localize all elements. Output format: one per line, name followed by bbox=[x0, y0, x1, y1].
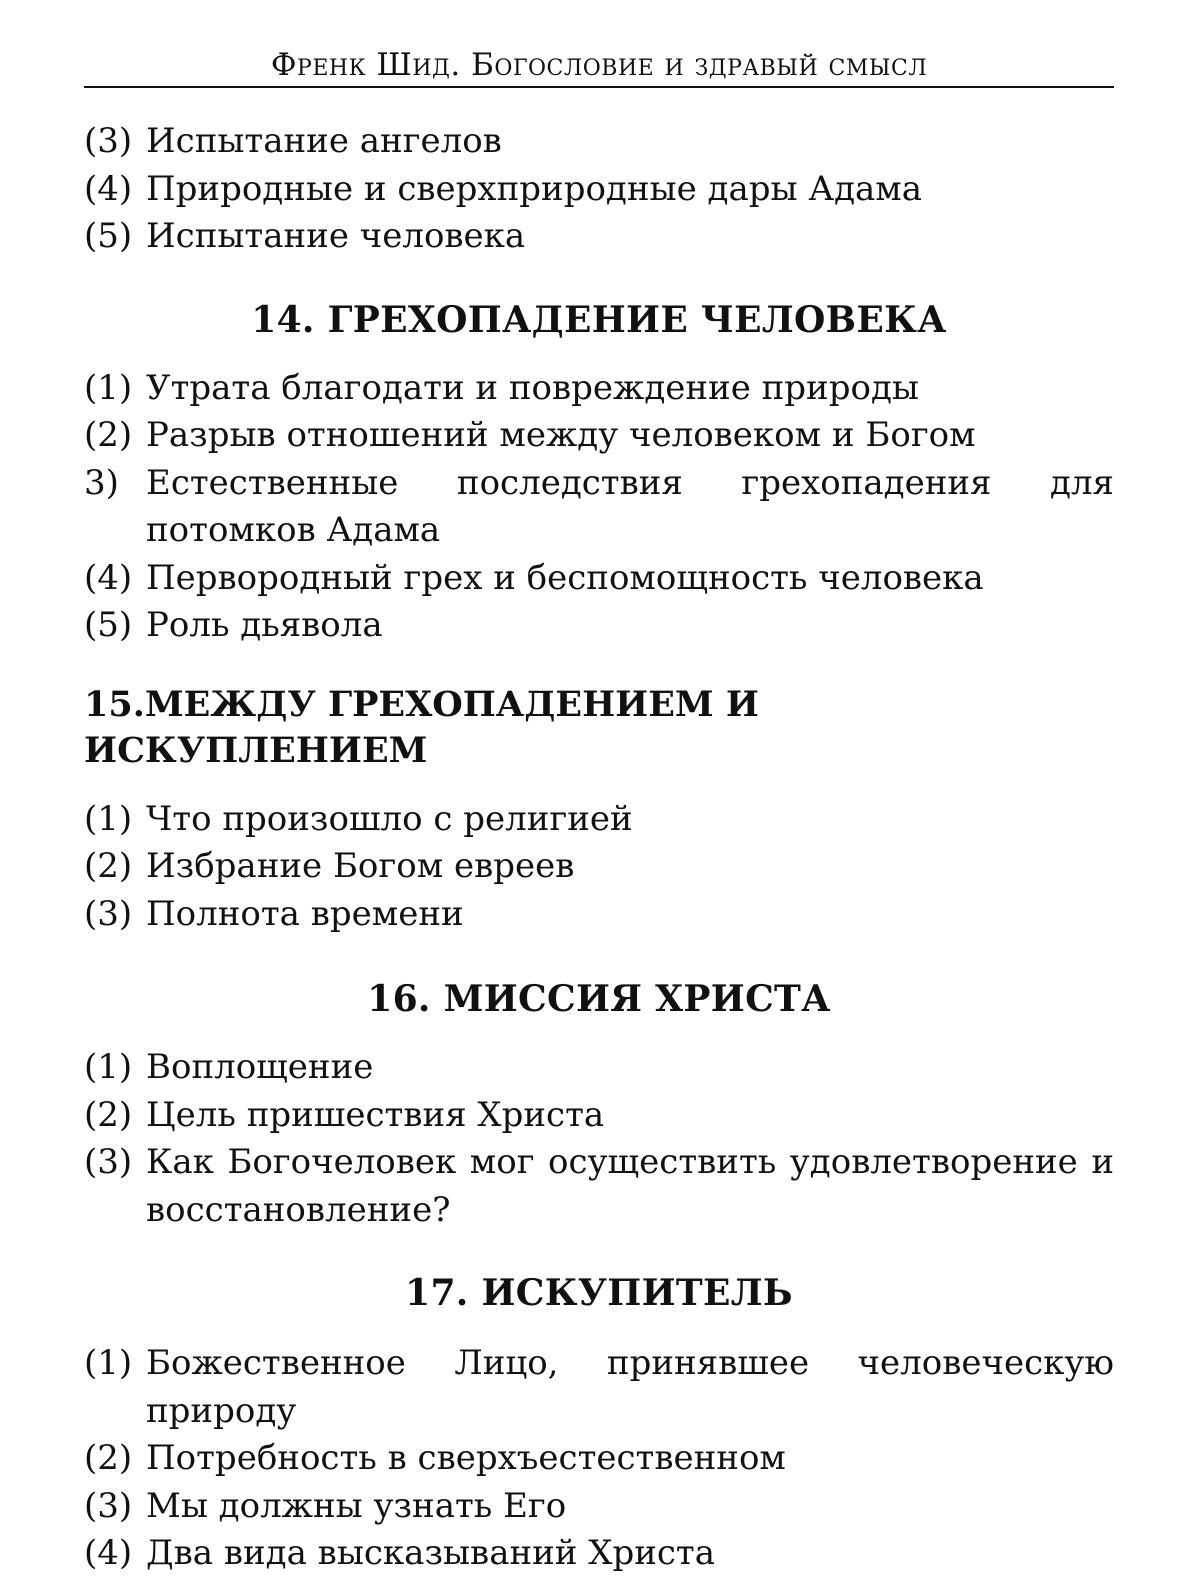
item-text: Воплощение bbox=[146, 1047, 374, 1087]
item-number: (1) bbox=[84, 798, 133, 839]
list-item bbox=[84, 602, 1114, 650]
item-text: Разрыв отношений между человеком и Богом bbox=[146, 415, 976, 455]
item-text: Что произошло с религией bbox=[146, 798, 633, 839]
section-heading: 15.МЕЖДУ ГРЕХОПАДЕНИЕМ И ИСКУПЛЕНИЕМ bbox=[84, 683, 759, 771]
list-item bbox=[84, 796, 1114, 844]
section-16 bbox=[84, 976, 1114, 1234]
item-text: Испытание человека bbox=[146, 216, 526, 256]
running-head bbox=[84, 0, 1114, 88]
list-item bbox=[84, 166, 1114, 214]
item-number: (3) bbox=[84, 1142, 133, 1182]
item-number: (1) bbox=[84, 367, 133, 408]
section-heading: 14. ГРЕХОПАДЕНИЕ ЧЕЛОВЕКА bbox=[251, 298, 947, 341]
section-15 bbox=[84, 682, 1114, 939]
list-item bbox=[84, 1435, 1114, 1483]
list-item bbox=[84, 412, 1114, 460]
running-head-text: Френк Шид. Богословие и здравый смысл bbox=[270, 47, 928, 83]
item-number: (4) bbox=[84, 1533, 133, 1573]
list-item bbox=[84, 365, 1114, 413]
list-item bbox=[84, 1092, 1114, 1140]
list-item bbox=[84, 460, 1114, 555]
list-item bbox=[84, 1530, 1114, 1578]
item-text: Полнота времени bbox=[146, 893, 464, 934]
item-text: Утрата благодати и повреждение природы bbox=[146, 367, 919, 408]
item-text: Божественное Лицо, принявшее человеческую природу bbox=[146, 1343, 1114, 1431]
list-item bbox=[84, 555, 1114, 603]
list-item bbox=[84, 118, 1114, 166]
item-number: (2) bbox=[84, 415, 133, 455]
item-text: Роль дьявола bbox=[146, 605, 383, 645]
section-14 bbox=[84, 297, 1114, 650]
item-text: Первородный грех и беспомощность человека bbox=[146, 557, 984, 598]
item-text: Испытание ангелов bbox=[146, 121, 502, 161]
item-text: Два вида высказываний Христа bbox=[146, 1533, 716, 1573]
item-text: Избрание Богом евреев bbox=[146, 846, 575, 886]
list-item bbox=[84, 891, 1114, 939]
list-item bbox=[84, 213, 1114, 261]
item-number: (5) bbox=[84, 605, 133, 645]
list-item bbox=[84, 843, 1114, 891]
item-text: Как Богочеловек мог осуществить удовлетворение и восстановление? bbox=[146, 1142, 1114, 1230]
section-list bbox=[84, 1044, 1114, 1234]
item-number: (2) bbox=[84, 1438, 133, 1478]
item-text: Цель пришествия Христа bbox=[146, 1094, 605, 1135]
item-number: (5) bbox=[84, 216, 133, 256]
intro-list bbox=[84, 118, 1114, 261]
section-heading: 17. ИСКУПИТЕЛЬ bbox=[405, 1272, 793, 1314]
item-number: (1) bbox=[84, 1047, 133, 1087]
item-number: (3) bbox=[84, 893, 133, 934]
list-item bbox=[84, 1483, 1114, 1531]
item-text: Природные и сверхприродные дары Адама bbox=[146, 168, 923, 209]
item-number: (3) bbox=[84, 121, 133, 161]
list-item bbox=[84, 1044, 1114, 1092]
document-page bbox=[84, 0, 1114, 1578]
section-17 bbox=[84, 1270, 1114, 1578]
section-list bbox=[84, 1340, 1114, 1578]
item-number: (1) bbox=[84, 1343, 133, 1383]
item-number: (4) bbox=[84, 168, 133, 209]
item-text: Естественные последствия грехопадения для потомков Адама bbox=[146, 462, 1114, 550]
section-list bbox=[84, 796, 1114, 939]
list-item bbox=[84, 1340, 1114, 1435]
item-number: (2) bbox=[84, 846, 133, 886]
item-text: Потребность в сверхъестественном bbox=[146, 1438, 786, 1478]
item-number: (4) bbox=[84, 557, 133, 598]
list-item bbox=[84, 1139, 1114, 1234]
section-list bbox=[84, 365, 1114, 650]
item-number: (2) bbox=[84, 1094, 133, 1135]
item-number: (3) bbox=[84, 1485, 133, 1526]
item-number: 3) bbox=[84, 462, 119, 503]
section-heading: 16. МИССИЯ ХРИСТА bbox=[367, 978, 831, 1020]
item-text: Мы должны узнать Его bbox=[146, 1485, 567, 1526]
